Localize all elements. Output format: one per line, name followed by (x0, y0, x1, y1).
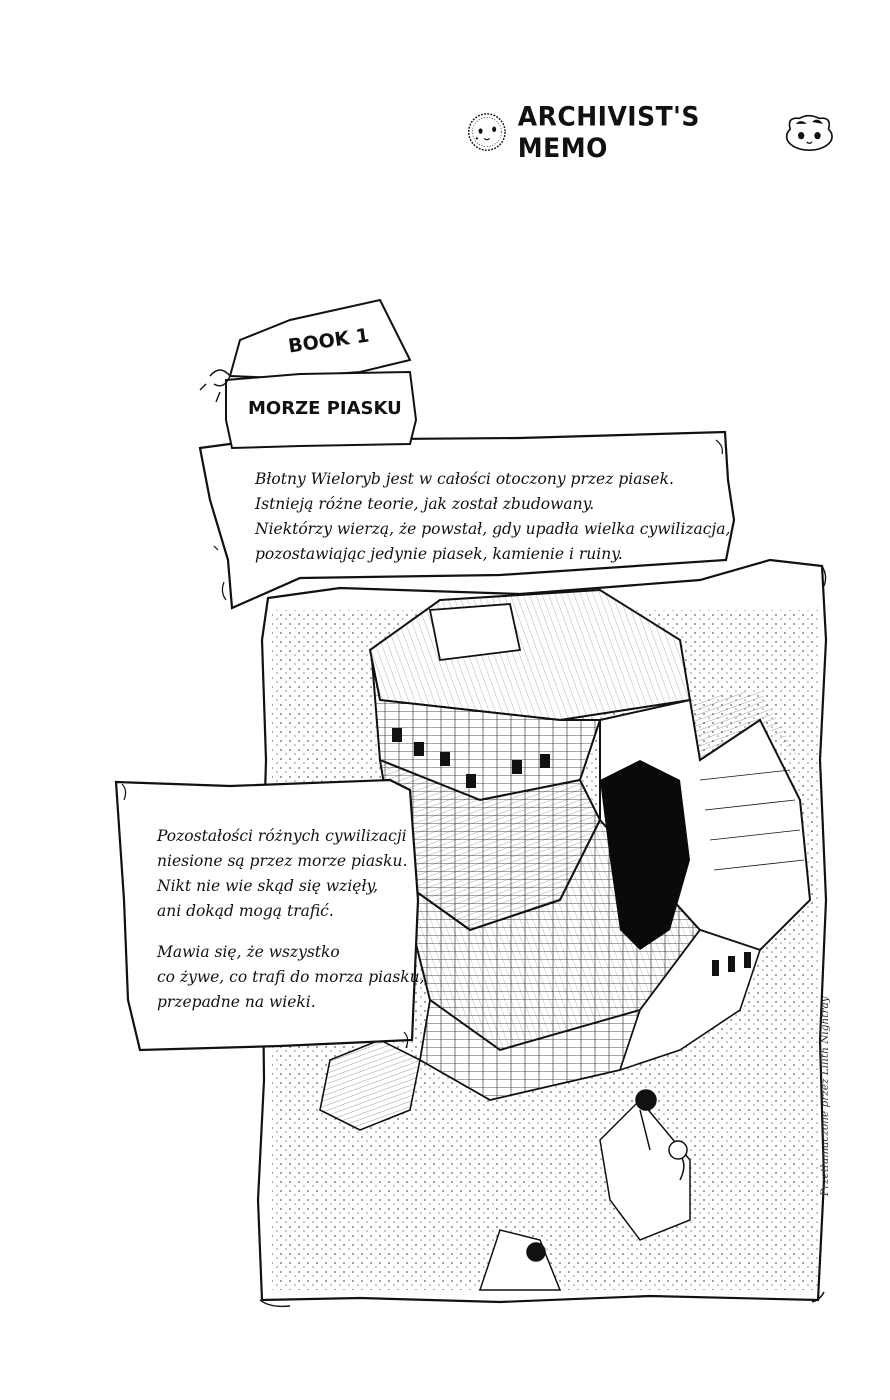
book-label: BOOK 1 (286, 324, 371, 358)
left-box-line: Pozostałości różnych cywilizacji (157, 827, 407, 845)
top-box-line: Błotny Wieloryb jest w całości otoczony przez piasek. (255, 470, 674, 488)
left-box-line (157, 924, 425, 940)
left-box-line: Nikt nie wie skąd się wzięły, (157, 877, 379, 895)
page-title: ARCHIVIST'S MEMO (517, 100, 700, 164)
chapter-title: MORZE PIASKU (248, 398, 402, 419)
left-box-line: niesione są przez morze piasku. (157, 852, 408, 870)
left-box-line: co żywe, co trafi do morza piasku, (157, 968, 425, 986)
left-box-line: przepadne na wieki. (157, 993, 316, 1011)
top-box-line: Niektórzy wierzą, że powstał, gdy upadła wielka cywilizacja, (255, 520, 731, 538)
translator-credit (819, 996, 835, 1196)
top-box-line: Istnieją różne teorie, jak został zbudowany. (255, 495, 595, 513)
left-box-line: ani dokąd mogą trafić. (157, 902, 334, 920)
top-box-line: pozostawiając jedynie piasek, kamienie i ruiny. (255, 545, 623, 563)
top-box-text (255, 467, 730, 567)
left-box-text (157, 824, 425, 1015)
left-box-line: Mawia się, że wszystko (157, 943, 340, 961)
translator-credit-text: Przetłumaczone przez Lilith Nightray (819, 996, 831, 1196)
